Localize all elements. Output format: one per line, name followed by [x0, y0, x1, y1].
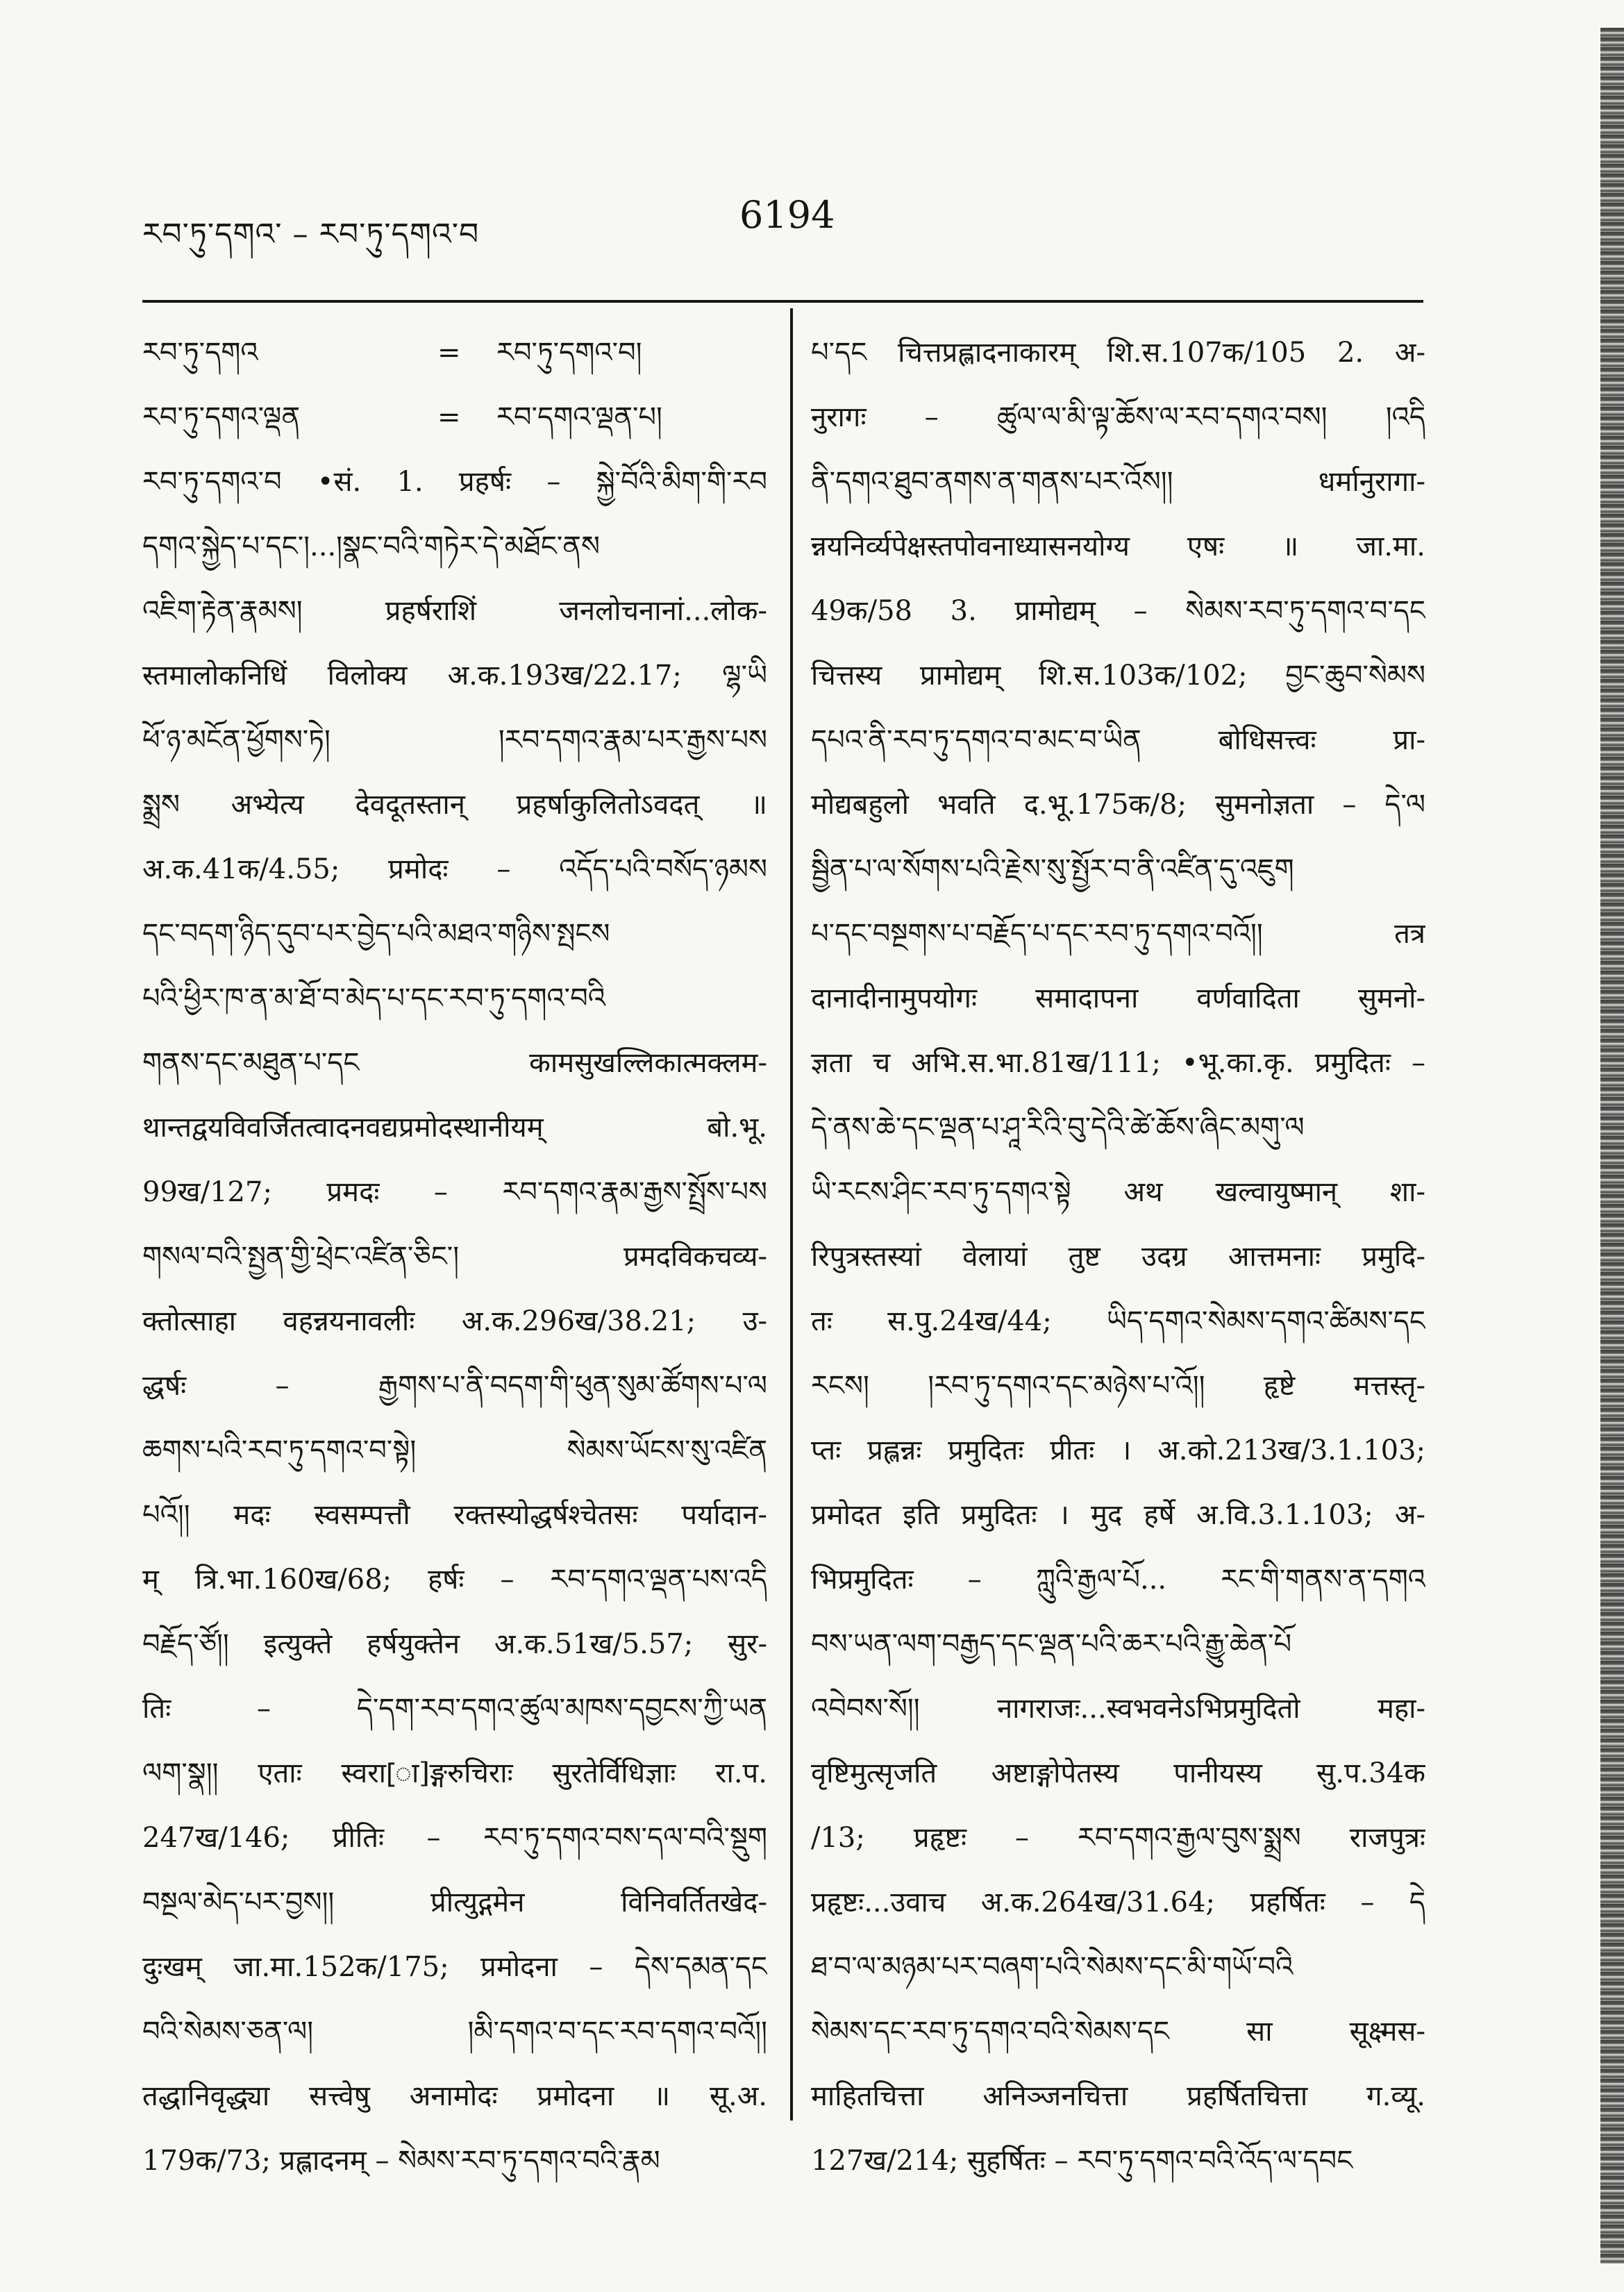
text-line: ལག་སྣ།། एताः स्वरा[ा]ङ्गरुचिराः सुरतेर्विधिज्ञाः रा.प.	[142, 1757, 767, 1789]
text-line: འཇིག་རྟེན་རྣམས། प्रहर्षराशिं जनलोचनानां...लोक-	[142, 595, 767, 627]
text-line: स्तमालोकनिधिं विलोक्य अ.क.193ख/22.17; ལྷ་ཡི	[142, 660, 767, 692]
header-rule	[142, 300, 1423, 303]
text-line: སྦྱིན་པ་ལ་སོགས་པའི་རྗེས་སུ་སྤྱོར་བ་ནི་འཛིན་དུ་འཇུག	[811, 853, 1294, 885]
text-line: 99ख/127; प्रमदः – རབ་དགའ་རྣམ་རྒྱས་སྤྲོས་པས	[142, 1176, 767, 1208]
equals-sign: =	[437, 401, 461, 433]
text-line: नुरागः – ཚུལ་ལ་མི་ལྟ་ཆོས་ལ་རབ་དགའ་བས། །འདི	[811, 401, 1425, 433]
text-line: तिः – དེ་དག་རབ་དགའ་ཚུལ་མཁས་དབྱངས་ཀྱི་ཡན	[142, 1693, 767, 1725]
text-line: प्रहृष्टः...उवाच अ.क.264ख/31.64; प्रहर्षितः – དེ	[811, 1887, 1425, 1918]
text-line: अ.क.41क/4.55; प्रमोदः – འདོད་པའི་བསོད་ཉམས	[142, 853, 767, 885]
text-line: དེ་ནས་ཆེ་དང་ལྡན་པ་ཤཱ་རིའི་བུ་དེའི་ཚེ་ཆོས་ཞིང་མགུ་ལ	[811, 1112, 1305, 1144]
text-line: འབེབས་སོ།། नागराजः...स्वभवनेऽभिप्रमुदितो महा-	[811, 1693, 1425, 1725]
text-line: माहितचित्ता अनिञ्जनचित्ता प्रहर्षितचित्ता ग.व्यू.	[811, 2080, 1425, 2112]
text-line: म् त्रि.भा.160ख/68; हर्षः – རབ་དགའ་ལྡན་པས་འདི	[142, 1564, 767, 1596]
entry-body	[142, 450, 767, 2193]
text-line: གསལ་བའི་སྤྱན་གྱི་ཕྲེང་འཛིན་ཅིང་། प्रमदविकचव्य-	[142, 1241, 767, 1273]
page-number: 6194	[739, 193, 835, 237]
text-line: དགའ་སྐྱེད་པ་དང་།...།སྣང་བའི་གཏེར་དེ་མཐོང་ནས	[142, 530, 600, 562]
text-line: སེམས་དང་རབ་ཏུ་དགའ་བའི་སེམས་དང सा सूक्ष्मस-	[811, 2016, 1425, 2048]
text-line: क्तोत्साहा वहन्नयनावलीः अ.क.296ख/38.21; उ-	[142, 1305, 767, 1337]
text-line: मोद्यबहुलो भवति द.भू.175क/8; सुमनोज्ञता – དེ་ལ	[811, 789, 1425, 821]
entry-body-continued	[811, 321, 1425, 2193]
cross-reference-target: རབ་ཏུ་དགའ་བ།	[496, 337, 642, 369]
text-line: 179क/73; प्रह्लादनम् – སེམས་རབ་ཏུ་དགའ་བའི་རྣམ	[142, 2145, 660, 2177]
text-line: པ་དང་བསྔགས་པ་བརྗོད་པ་དང་རབ་ཏུ་དགའ་བའོ།། तत्र	[811, 918, 1425, 950]
text-line: प्तः प्रह्लन्नः प्रमुदितः प्रीतः । अ.को.213ख/3.1.103;	[811, 1434, 1425, 1466]
text-line: 127ख/214; सुहर्षितः – རབ་ཏུ་དགའ་བའི་འོད་ལ་དབང	[811, 2145, 1353, 2177]
text-line: चित्तस्य प्रामोद्यम् शि.स.103क/102; བྱང་ཆུབ་སེམས	[811, 660, 1425, 692]
scan-binding-edge	[1600, 28, 1624, 2264]
text-line: ज्ञता च अभि.स.भा.81ख/111; •भू.का.कृ. प्रमुदितः –	[811, 1047, 1425, 1079]
text-line: པ་དང चित्तप्रह्लादनाकारम् शि.स.107क/105 2. अ-	[811, 337, 1425, 369]
text-line: དཔའ་ནི་རབ་ཏུ་དགའ་བ་མང་བ་ཡིན बोधिसत्त्वः प्रा-	[811, 724, 1425, 756]
text-line: བརྗོད་ཙོ།། इत्युक्ते हर्षयुक्तेन अ.क.51ख/5.57; सुर-	[142, 1628, 767, 1660]
text-line: པའོ།། मदः स्वसम्पत्तौ रक्तस्योद्धर्षश्चेतसः पर्यादान-	[142, 1499, 767, 1531]
text-line: རབ་ཏུ་དགའ་བ •सं. 1. प्रहर्षः – སྐྱེ་བོའི་མིག་གི་རབ	[142, 466, 767, 498]
text-line: द्धर्षः – རྒྱགས་པ་ནི་བདག་གི་ཕུན་སུམ་ཚོགས་པ་ལ	[142, 1370, 767, 1402]
text-line: བས་ཡན་ལག་བརྒྱད་དང་ལྡན་པའི་ཆར་པའི་རྒྱུ་ཆེན་པོ	[811, 1628, 1292, 1660]
headword: རབ་ཏུ་དགའ་ལྡན	[142, 401, 301, 433]
text-line: ཡི་རངས་ཤིང་རབ་ཏུ་དགའ་སྟེ अथ खल्वायुष्मान् शा-	[811, 1176, 1425, 1208]
cross-reference-entry	[142, 321, 767, 385]
text-line: थान्तद्वयविवर्जितत्वादनवद्यप्रमोदस्थानीयम् बो.भू.	[142, 1112, 767, 1144]
cross-reference-target: རབ་དགའ་ལྡན་པ།	[496, 401, 662, 433]
running-head: རབ་ཏུ་དགའ་ – རབ་ཏུ་དགའ་བ	[142, 217, 480, 252]
text-line: न्नयनिर्व्यपेक्षस्तपोवनाध्यासनयोग्य एषः ॥ जा.मा.	[811, 530, 1425, 562]
right-column	[811, 321, 1425, 2193]
text-line: 49क/58 3. प्रामोद्यम् – སེམས་རབ་ཏུ་དགའ་བ་དང	[811, 595, 1425, 627]
text-line: གནས་དང་མཐུན་པ་དང कामसुखल्लिकात्मक्लम-	[142, 1047, 767, 1079]
text-line: པའི་ཕྱིར་ཁ་ན་མ་ཐོ་བ་མེད་པ་དང་རབ་ཏུ་དགའ་བའི	[142, 982, 605, 1014]
text-line: दानादीनामुपयोगः समादापना वर्णवादिता सुमनो-	[811, 982, 1425, 1014]
text-line: ཕོ་ཉ་མངོན་ཕྱོགས་ཏེ། །རབ་དགའ་རྣམ་པར་རྒྱས་པས	[142, 724, 767, 756]
text-line: སྨྲས अभ्येत्य देवदूतस्तान् प्रहर्षाकुलितोऽवदत् ॥	[142, 789, 767, 821]
text-line: ཆགས་པའི་རབ་ཏུ་དགའ་བ་སྟེ། སེམས་ཡོངས་སུ་འཛིན	[142, 1434, 767, 1466]
cross-reference-entry	[142, 385, 767, 450]
text-line: वृष्टिमुत्सृजति अष्टाङ्गोपेतस्य पानीयस्य सु.प.34क	[811, 1757, 1425, 1789]
text-line: ཐ་བ་ལ་མཉམ་པར་བཞག་པའི་སེམས་དང་མི་གཡོ་བའི	[811, 1951, 1294, 1983]
text-line: तः स.पु.24ख/44; ཡིད་དགའ་སེམས་དགའ་ཚིམས་དང	[811, 1305, 1425, 1337]
column-divider	[790, 308, 793, 2120]
left-column	[142, 321, 767, 2193]
text-line: དང་བདག་ཉིད་དུབ་པར་བྱེད་པའི་མཐའ་གཉིས་སྤངས	[142, 918, 610, 950]
text-line: प्रमोदत इति प्रमुदितः । मुद हर्षे अ.वि.3.1.103; अ-	[811, 1499, 1425, 1531]
text-line: བསྔལ་མེད་པར་བྱས།། प्रीत्युद्गमेन विनिवर्तितखेद-	[142, 1887, 767, 1918]
text-line: 247ख/146; प्रीतिः – རབ་ཏུ་དགའ་བས་དལ་བའི་སྡུག	[142, 1822, 767, 1854]
text-line: རངས། །རབ་ཏུ་དགའ་དང་མཉེས་པ་འོ།། हृष्टे मत्तस्तृ-	[811, 1370, 1425, 1402]
text-line: བའི་སེམས་ཅན་ལ། །མི་དགའ་བ་དང་རབ་དགའ་བའོ།།	[142, 2016, 767, 2048]
text-line: ནི་དགའ་ཐུབ་ནགས་ན་གནས་པར་འོས།། धर्मानुरागा-	[811, 466, 1425, 498]
headword: རབ་ཏུ་དགའ	[142, 337, 258, 369]
text-line: तद्धानिवृद्ध्या सत्त्वेषु अनामोदः प्रमोदना ॥ सू.अ.	[142, 2080, 767, 2112]
text-line: दुःखम् जा.मा.152क/175; प्रमोदना – དེས་དམན་དང	[142, 1951, 767, 1983]
equals-sign: =	[437, 337, 461, 369]
text-line: /13; प्रहृष्टः – རབ་དགའ་རྒྱལ་བུས་སྨྲས राजपुत्रः	[811, 1822, 1425, 1854]
text-line: भिप्रमुदितः – ཀླུའི་རྒྱལ་པོ... རང་གི་གནས་ན་དགའ	[811, 1564, 1425, 1596]
text-line: रिपुत्रस्तस्यां वेलायां तुष्ट उदग्र आत्तमनाः प्रमुदि-	[811, 1241, 1425, 1273]
